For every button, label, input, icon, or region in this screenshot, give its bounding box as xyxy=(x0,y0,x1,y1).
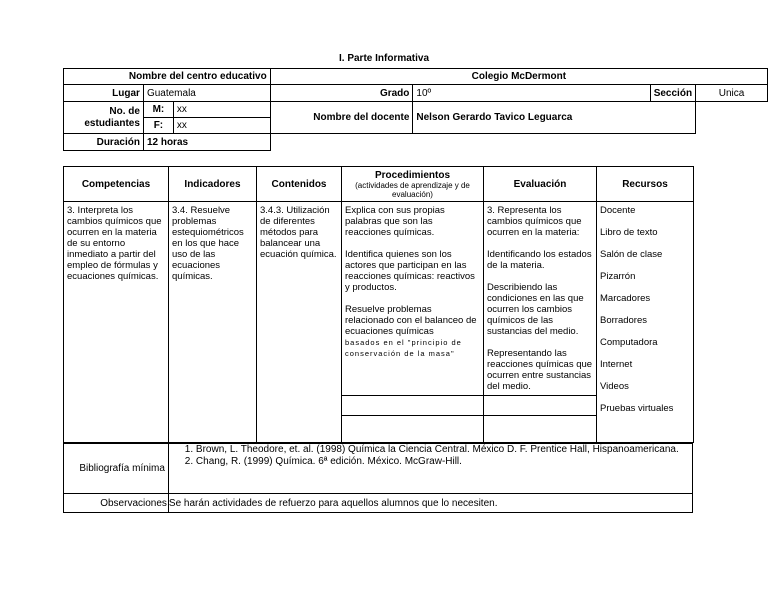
procedimientos-title: Procedimientos xyxy=(374,169,451,181)
bibliography-table xyxy=(63,443,693,513)
observaciones-value: Se harán actividades de refuerzo para aquellos alumnos que lo necesiten. xyxy=(168,494,692,513)
teacher-value: Nelson Gerardo Tavico Leguarca xyxy=(413,102,696,134)
planning-table xyxy=(63,166,694,443)
empty-cell xyxy=(484,416,597,443)
indicador-cell: 3.4. Resuelve problemas estequiométricos en los que hace uso de las ecuaciones químicas. xyxy=(169,202,257,443)
recurso-item: Internet xyxy=(600,359,633,370)
evaluacion-item: Identificando los estados de la materia. xyxy=(487,249,592,271)
school-label: Nombre del centro educativo xyxy=(64,69,271,85)
recurso-item: Docente xyxy=(600,205,636,216)
recurso-item: Computadora xyxy=(600,337,658,348)
school-value: Colegio McDermont xyxy=(270,69,767,85)
recurso-item: Borradores xyxy=(600,315,647,326)
bibliography-list xyxy=(172,444,689,468)
empty-cell xyxy=(484,396,597,416)
grade-label: Grado xyxy=(270,85,413,102)
recurso-item: Pizarrón xyxy=(600,271,636,282)
place-label: Lugar xyxy=(64,85,144,102)
info-table xyxy=(63,68,768,151)
recurso-item: Pruebas virtuales xyxy=(600,403,674,414)
procedimiento-item: Explica con sus propias palabras que son las reacciones químicas. xyxy=(345,205,445,238)
evaluacion-item: Representando las reacciones químicas que ocurren entre sustancias del medio. xyxy=(487,348,593,392)
recurso-item: Libro de texto xyxy=(600,227,658,238)
empty-cell xyxy=(342,416,484,443)
procedimiento-extra: basados en el "principio de conservación de la masa" xyxy=(345,338,462,358)
place-value: Guatemala xyxy=(143,85,270,102)
header-recursos: Recursos xyxy=(597,167,694,202)
section-value: Unica xyxy=(696,85,768,102)
evaluacion-item: 3. Representa los cambios químicos que ocurren en la materia: xyxy=(487,205,582,238)
duration-label: Duración xyxy=(64,134,144,151)
procedimientos-subtitle: (actividades de aprendizaje y de evaluación) xyxy=(355,180,470,199)
contenido-cell: 3.4.3. Utilización de diferentes métodos para balancear una ecuación química. xyxy=(257,202,342,443)
recursos-cell xyxy=(597,202,694,443)
recurso-item: Marcadores xyxy=(600,293,651,304)
f-label: F: xyxy=(143,118,173,134)
bibliography-item: 2. Chang, R. (1999) Química. 6ª edición. México. McGraw-Hill. xyxy=(196,456,689,468)
evaluacion-cell xyxy=(484,202,597,396)
grade-value: 10º xyxy=(413,85,650,102)
header-evaluacion: Evaluación xyxy=(484,167,597,202)
bibliography-item: 1. Brown, L. Theodore, et. al. (1998) Química la Ciencia Central. México D. F. Prentice Hall, Hispanoamericana. xyxy=(196,444,689,456)
duration-value: 12 horas xyxy=(143,134,270,151)
header-competencias: Competencias xyxy=(64,167,169,202)
section-label: Sección xyxy=(650,85,695,102)
procedimiento-item: Resuelve problemas relacionado con el balanceo de ecuaciones químicas xyxy=(345,304,477,337)
procedimiento-item: Identifica quienes son los actores que participan en las reacciones químicas: reactivos y productos. xyxy=(345,249,475,293)
procedimientos-cell xyxy=(342,202,484,396)
evaluacion-item: Describiendo las condiciones en las que ocurren los cambios químicos de las sustancias del medio. xyxy=(487,282,584,337)
m-value: xx xyxy=(173,102,270,118)
recurso-item: Salón de clase xyxy=(600,249,663,260)
page-title: I. Parte Informativa xyxy=(338,53,430,64)
empty-cell xyxy=(342,396,484,416)
recurso-item: Videos xyxy=(600,381,629,392)
teacher-label: Nombre del docente xyxy=(270,102,413,134)
f-value: xx xyxy=(173,118,270,134)
competencia-cell: 3. Interpreta los cambios químicos que ocurren en la materia de su entorno inmediato a partir del empleo de fórmulas y ecuaciones químicas. xyxy=(64,202,169,443)
m-label: M: xyxy=(143,102,173,118)
bibliography-list-cell xyxy=(168,444,692,494)
header-indicadores: Indicadores xyxy=(169,167,257,202)
header-contenidos: Contenidos xyxy=(257,167,342,202)
observaciones-label: Observaciones xyxy=(64,494,169,513)
bibliography-label: Bibliografía mínima xyxy=(64,444,169,494)
header-procedimientos xyxy=(342,167,484,202)
students-label: No. de estudiantes xyxy=(64,102,144,134)
